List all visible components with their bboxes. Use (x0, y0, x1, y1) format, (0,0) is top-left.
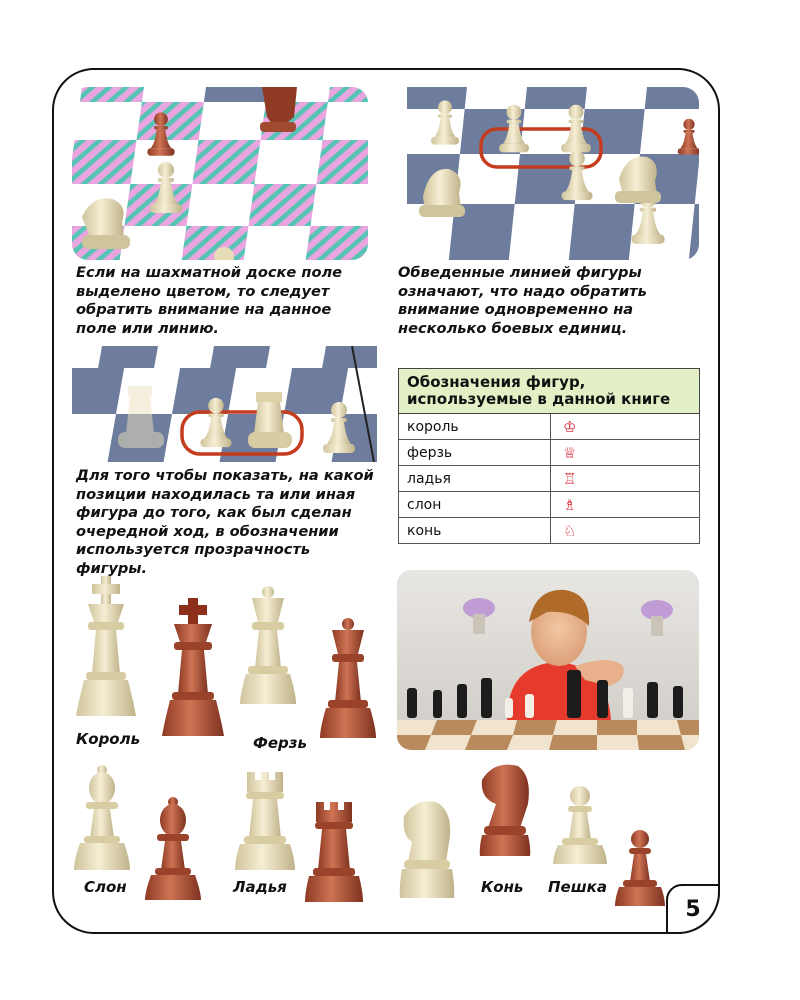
legend-piece-name: конь (399, 518, 551, 544)
highlighted-board-illustration (72, 87, 368, 260)
caption-transparency: Для того чтобы показать, на какой позиции находилась та или иная фигура до того, как был сделан очередной ход, в обозначении используется прозрачность фигуры. (76, 467, 374, 577)
dark-rook-figure (304, 800, 364, 904)
legend-piece-name: слон (399, 492, 551, 518)
legend-row (399, 440, 700, 466)
boy-playing-chess-photo (397, 570, 699, 750)
light-rook-figure (234, 770, 296, 872)
label-bishop: Слон (84, 878, 127, 896)
caption-outline: Обведенные линией фигуры означают, что надо обратить внимание одновременно на несколько боевых единиц. (398, 264, 647, 337)
page-number: 5 (666, 884, 720, 934)
dark-queen-figure (318, 616, 378, 740)
dark-bishop-figure (144, 796, 202, 902)
label-knight: Конь (481, 878, 524, 896)
legend-row (399, 492, 700, 518)
label-rook: Ладья (233, 878, 287, 896)
outlined-pieces-illustration (407, 87, 699, 260)
legend-table (398, 368, 700, 544)
light-bishop-figure (72, 764, 132, 872)
legend-title: Обозначения фигур, используемые в данной книге (399, 369, 700, 414)
light-pawn-figure (552, 784, 608, 866)
legend-header (399, 369, 700, 414)
legend-piece-name: ферзь (399, 440, 551, 466)
king-symbol-icon: ♔ (551, 414, 700, 440)
legend-row (399, 414, 700, 440)
queen-symbol-icon: ♕ (551, 440, 700, 466)
bishop-symbol-icon: ♗ (551, 492, 700, 518)
light-queen-figure (238, 584, 298, 706)
legend-piece-name: король (399, 414, 551, 440)
label-queen: Ферзь (253, 734, 307, 752)
light-knight-figure (398, 796, 456, 900)
dark-pawn-figure (614, 828, 666, 908)
label-pawn: Пешка (548, 878, 607, 896)
label-king: Король (76, 730, 141, 748)
knight-symbol-icon: ♘ (551, 518, 700, 544)
dark-knight-figure (474, 760, 534, 858)
caption-highlight: Если на шахматной доске поле выделено цветом, то следует обратить внимание на данное поле или линию. (76, 264, 343, 337)
rook-symbol-icon: ♖ (551, 466, 700, 492)
legend-row (399, 518, 700, 544)
legend-row (399, 466, 700, 492)
legend-piece-name: ладья (399, 466, 551, 492)
light-king-figure (74, 574, 138, 718)
dark-king-figure (160, 596, 226, 738)
transparent-piece-illustration (72, 346, 377, 462)
